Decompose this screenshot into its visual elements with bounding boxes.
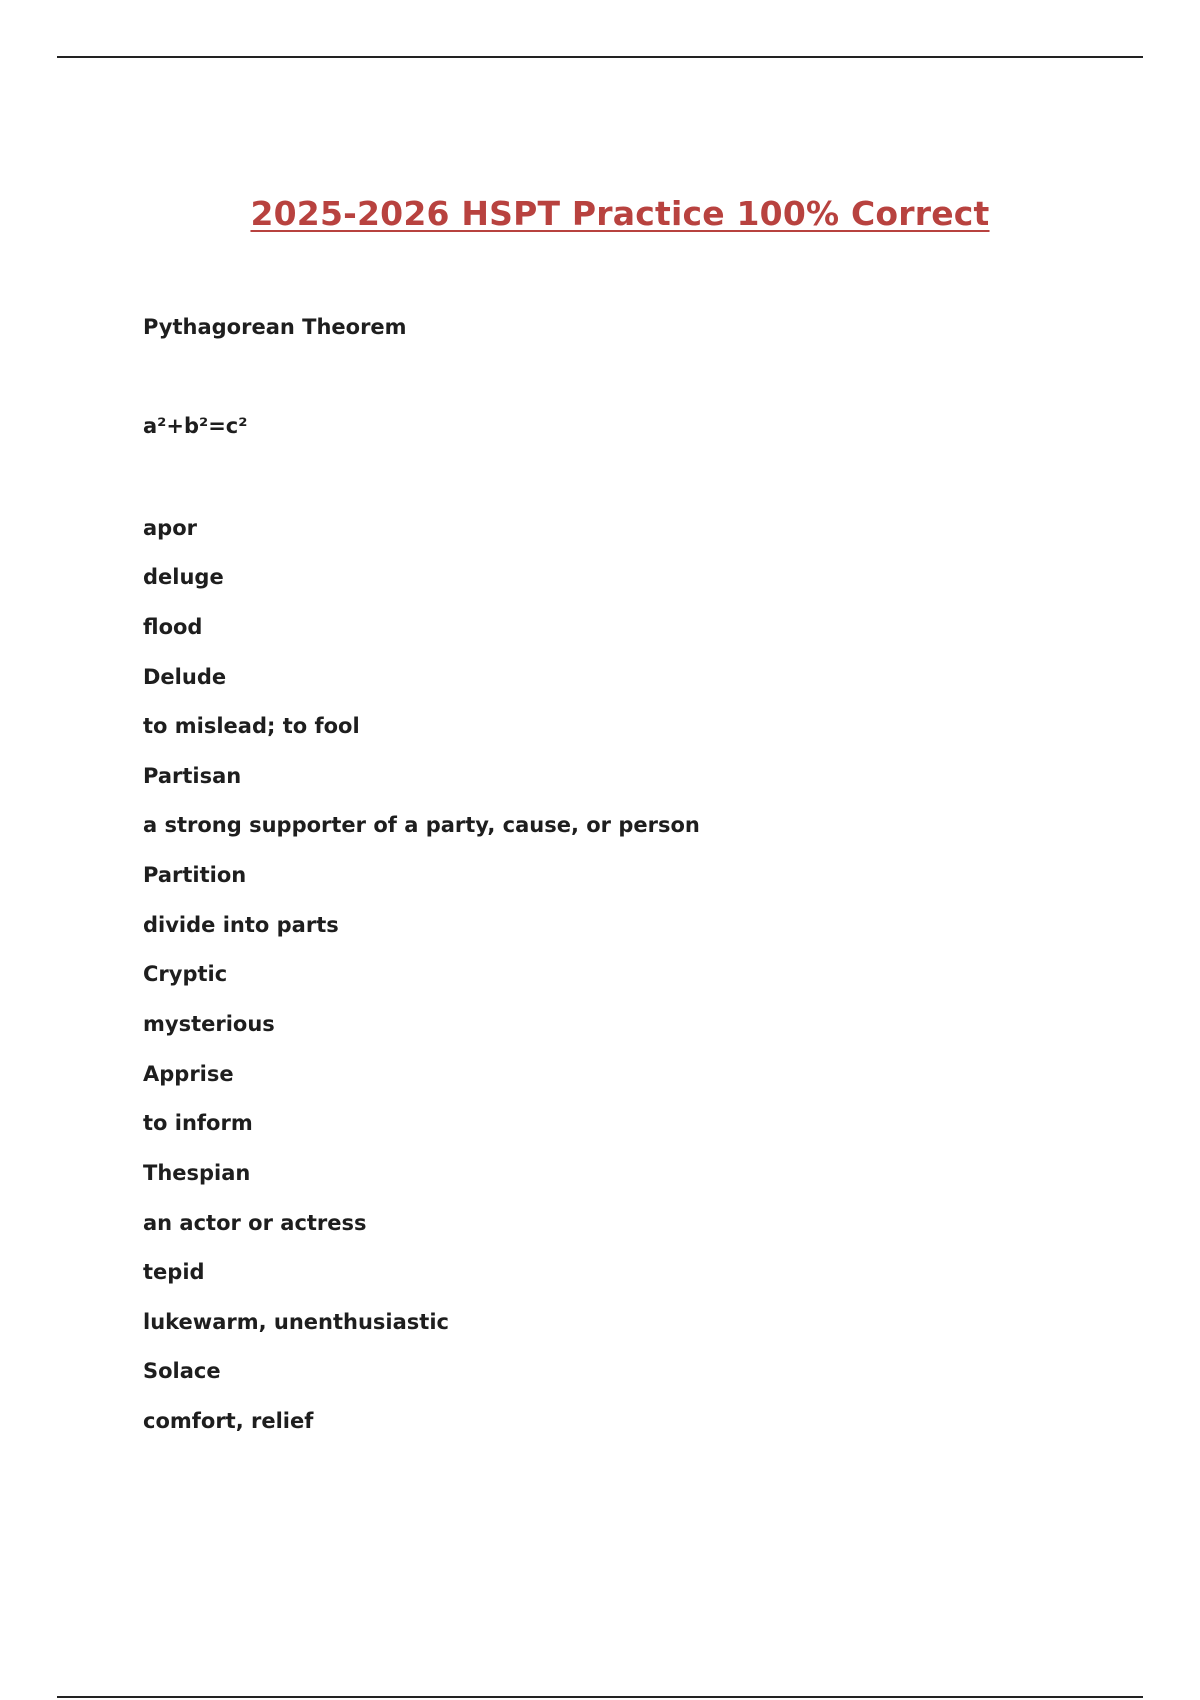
definition-line: comfort, relief bbox=[143, 1409, 314, 1433]
definition-line: lukewarm, unenthusiastic bbox=[143, 1310, 449, 1334]
term-line: Partition bbox=[143, 863, 247, 887]
top-rule bbox=[57, 56, 1143, 58]
definition-line: flood bbox=[143, 615, 203, 639]
definition-line: a strong supporter of a party, cause, or person bbox=[143, 813, 700, 837]
term-line: tepid bbox=[143, 1260, 205, 1284]
term-line: deluge bbox=[143, 565, 224, 589]
term-line: Cryptic bbox=[143, 962, 228, 986]
term-line: Apprise bbox=[143, 1062, 234, 1086]
document-title: 2025-2026 HSPT Practice 100% Correct bbox=[250, 194, 990, 233]
definition-line: to mislead; to fool bbox=[143, 714, 360, 738]
definition-line: to inform bbox=[143, 1111, 253, 1135]
definition-line: a²+b²=c² bbox=[143, 414, 248, 438]
term-line: Thespian bbox=[143, 1161, 251, 1185]
term-line: Solace bbox=[143, 1359, 221, 1383]
definition-line: an actor or actress bbox=[143, 1211, 367, 1235]
term-line: Pythagorean Theorem bbox=[143, 315, 407, 339]
definition-line: mysterious bbox=[143, 1012, 275, 1036]
term-line: Partisan bbox=[143, 764, 242, 788]
term-line: Delude bbox=[143, 665, 227, 689]
definition-line: divide into parts bbox=[143, 913, 339, 937]
term-line: apor bbox=[143, 516, 197, 540]
bottom-rule bbox=[57, 1696, 1143, 1698]
